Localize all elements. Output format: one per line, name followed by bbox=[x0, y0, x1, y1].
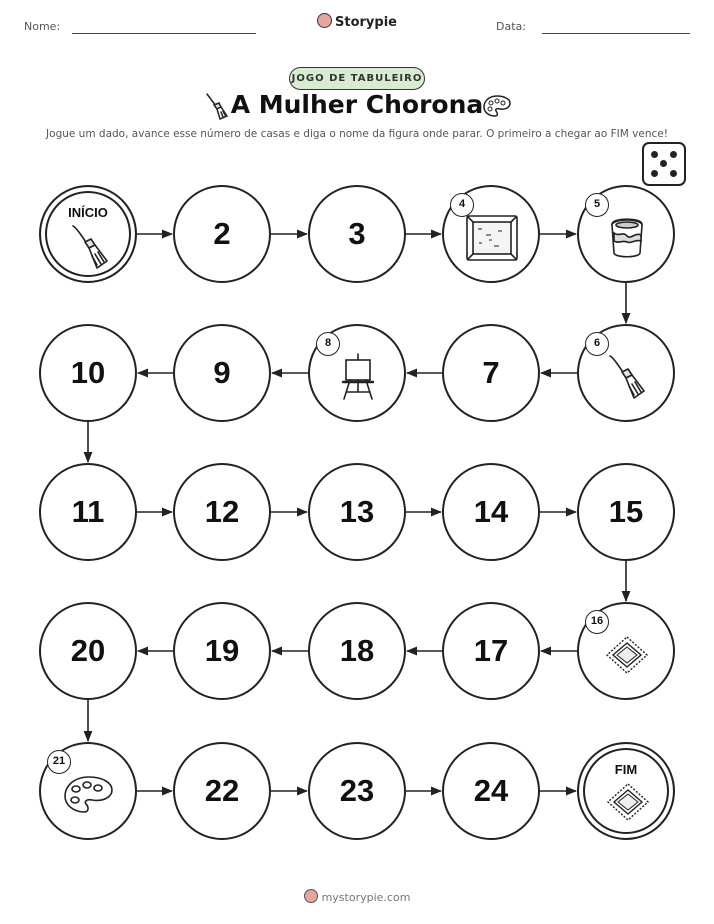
board-space bbox=[442, 185, 540, 283]
page-title: A Mulher Chorona bbox=[230, 90, 484, 119]
finish-label: FIM bbox=[614, 762, 638, 777]
space-number: 3 bbox=[348, 216, 366, 251]
space-number: 13 bbox=[339, 494, 375, 529]
space-number: 18 bbox=[339, 633, 375, 668]
board-space bbox=[39, 742, 137, 840]
footer-url: mystorypie.com bbox=[321, 891, 411, 904]
space-number: 17 bbox=[473, 633, 509, 668]
start-label: INÍCIO bbox=[68, 205, 108, 220]
space-number: 7 bbox=[482, 355, 500, 390]
board-space bbox=[577, 185, 675, 283]
paint-bucket-icon bbox=[605, 215, 649, 265]
board-space bbox=[173, 324, 271, 422]
bear-logo-icon bbox=[304, 889, 318, 903]
board-space bbox=[39, 602, 137, 700]
space-number-badge: 8 bbox=[316, 332, 340, 356]
board-space bbox=[442, 742, 540, 840]
space-number: 14 bbox=[473, 494, 509, 529]
board-space bbox=[308, 463, 406, 561]
board-space bbox=[308, 742, 406, 840]
name-label: Nome: bbox=[24, 20, 61, 33]
paintbrush-icon bbox=[605, 353, 649, 405]
space-number-badge: 4 bbox=[450, 193, 474, 217]
space-number-badge: 5 bbox=[585, 193, 609, 217]
board-space bbox=[577, 602, 675, 700]
board-space bbox=[308, 602, 406, 700]
board-space bbox=[308, 324, 406, 422]
instructions: Jogue um dado, avance esse número de casas e diga o nome da figura onde parar. O primeiro a chegar ao FIM vence! bbox=[46, 128, 668, 140]
date-label: Data: bbox=[496, 20, 526, 33]
board-space bbox=[308, 185, 406, 283]
brand-name: Storypie bbox=[335, 15, 397, 30]
easel-icon bbox=[338, 352, 378, 406]
board-space bbox=[173, 185, 271, 283]
board-space bbox=[577, 742, 675, 840]
space-number-badge: 6 bbox=[585, 332, 609, 356]
board-space bbox=[442, 602, 540, 700]
space-number: 2 bbox=[213, 216, 231, 251]
board-space bbox=[442, 463, 540, 561]
space-number-badge: 21 bbox=[47, 750, 71, 774]
space-number: 22 bbox=[204, 773, 240, 808]
game-type-badge: JOGO DE TABULEIRO bbox=[289, 67, 425, 90]
space-number: 15 bbox=[608, 494, 644, 529]
postage-stamp-icon bbox=[606, 782, 650, 826]
space-number: 23 bbox=[339, 773, 375, 808]
board-space bbox=[173, 742, 271, 840]
board-space bbox=[442, 324, 540, 422]
board-space bbox=[577, 324, 675, 422]
space-number: 9 bbox=[213, 355, 231, 390]
paintbrush-icon bbox=[68, 223, 112, 275]
board-space bbox=[39, 185, 137, 283]
canvas-icon bbox=[464, 213, 520, 267]
board-space bbox=[173, 463, 271, 561]
board-space bbox=[577, 463, 675, 561]
space-number: 24 bbox=[473, 773, 509, 808]
board-space bbox=[173, 602, 271, 700]
footer bbox=[0, 889, 714, 904]
postage-stamp-icon bbox=[605, 635, 649, 679]
space-number-badge: 16 bbox=[585, 610, 609, 634]
space-number: 10 bbox=[70, 355, 106, 390]
space-number: 12 bbox=[204, 494, 240, 529]
board-space bbox=[39, 324, 137, 422]
space-number: 20 bbox=[70, 633, 106, 668]
palette-icon bbox=[63, 775, 115, 819]
board-space bbox=[39, 463, 137, 561]
space-number: 19 bbox=[204, 633, 240, 668]
space-number: 11 bbox=[71, 494, 105, 529]
